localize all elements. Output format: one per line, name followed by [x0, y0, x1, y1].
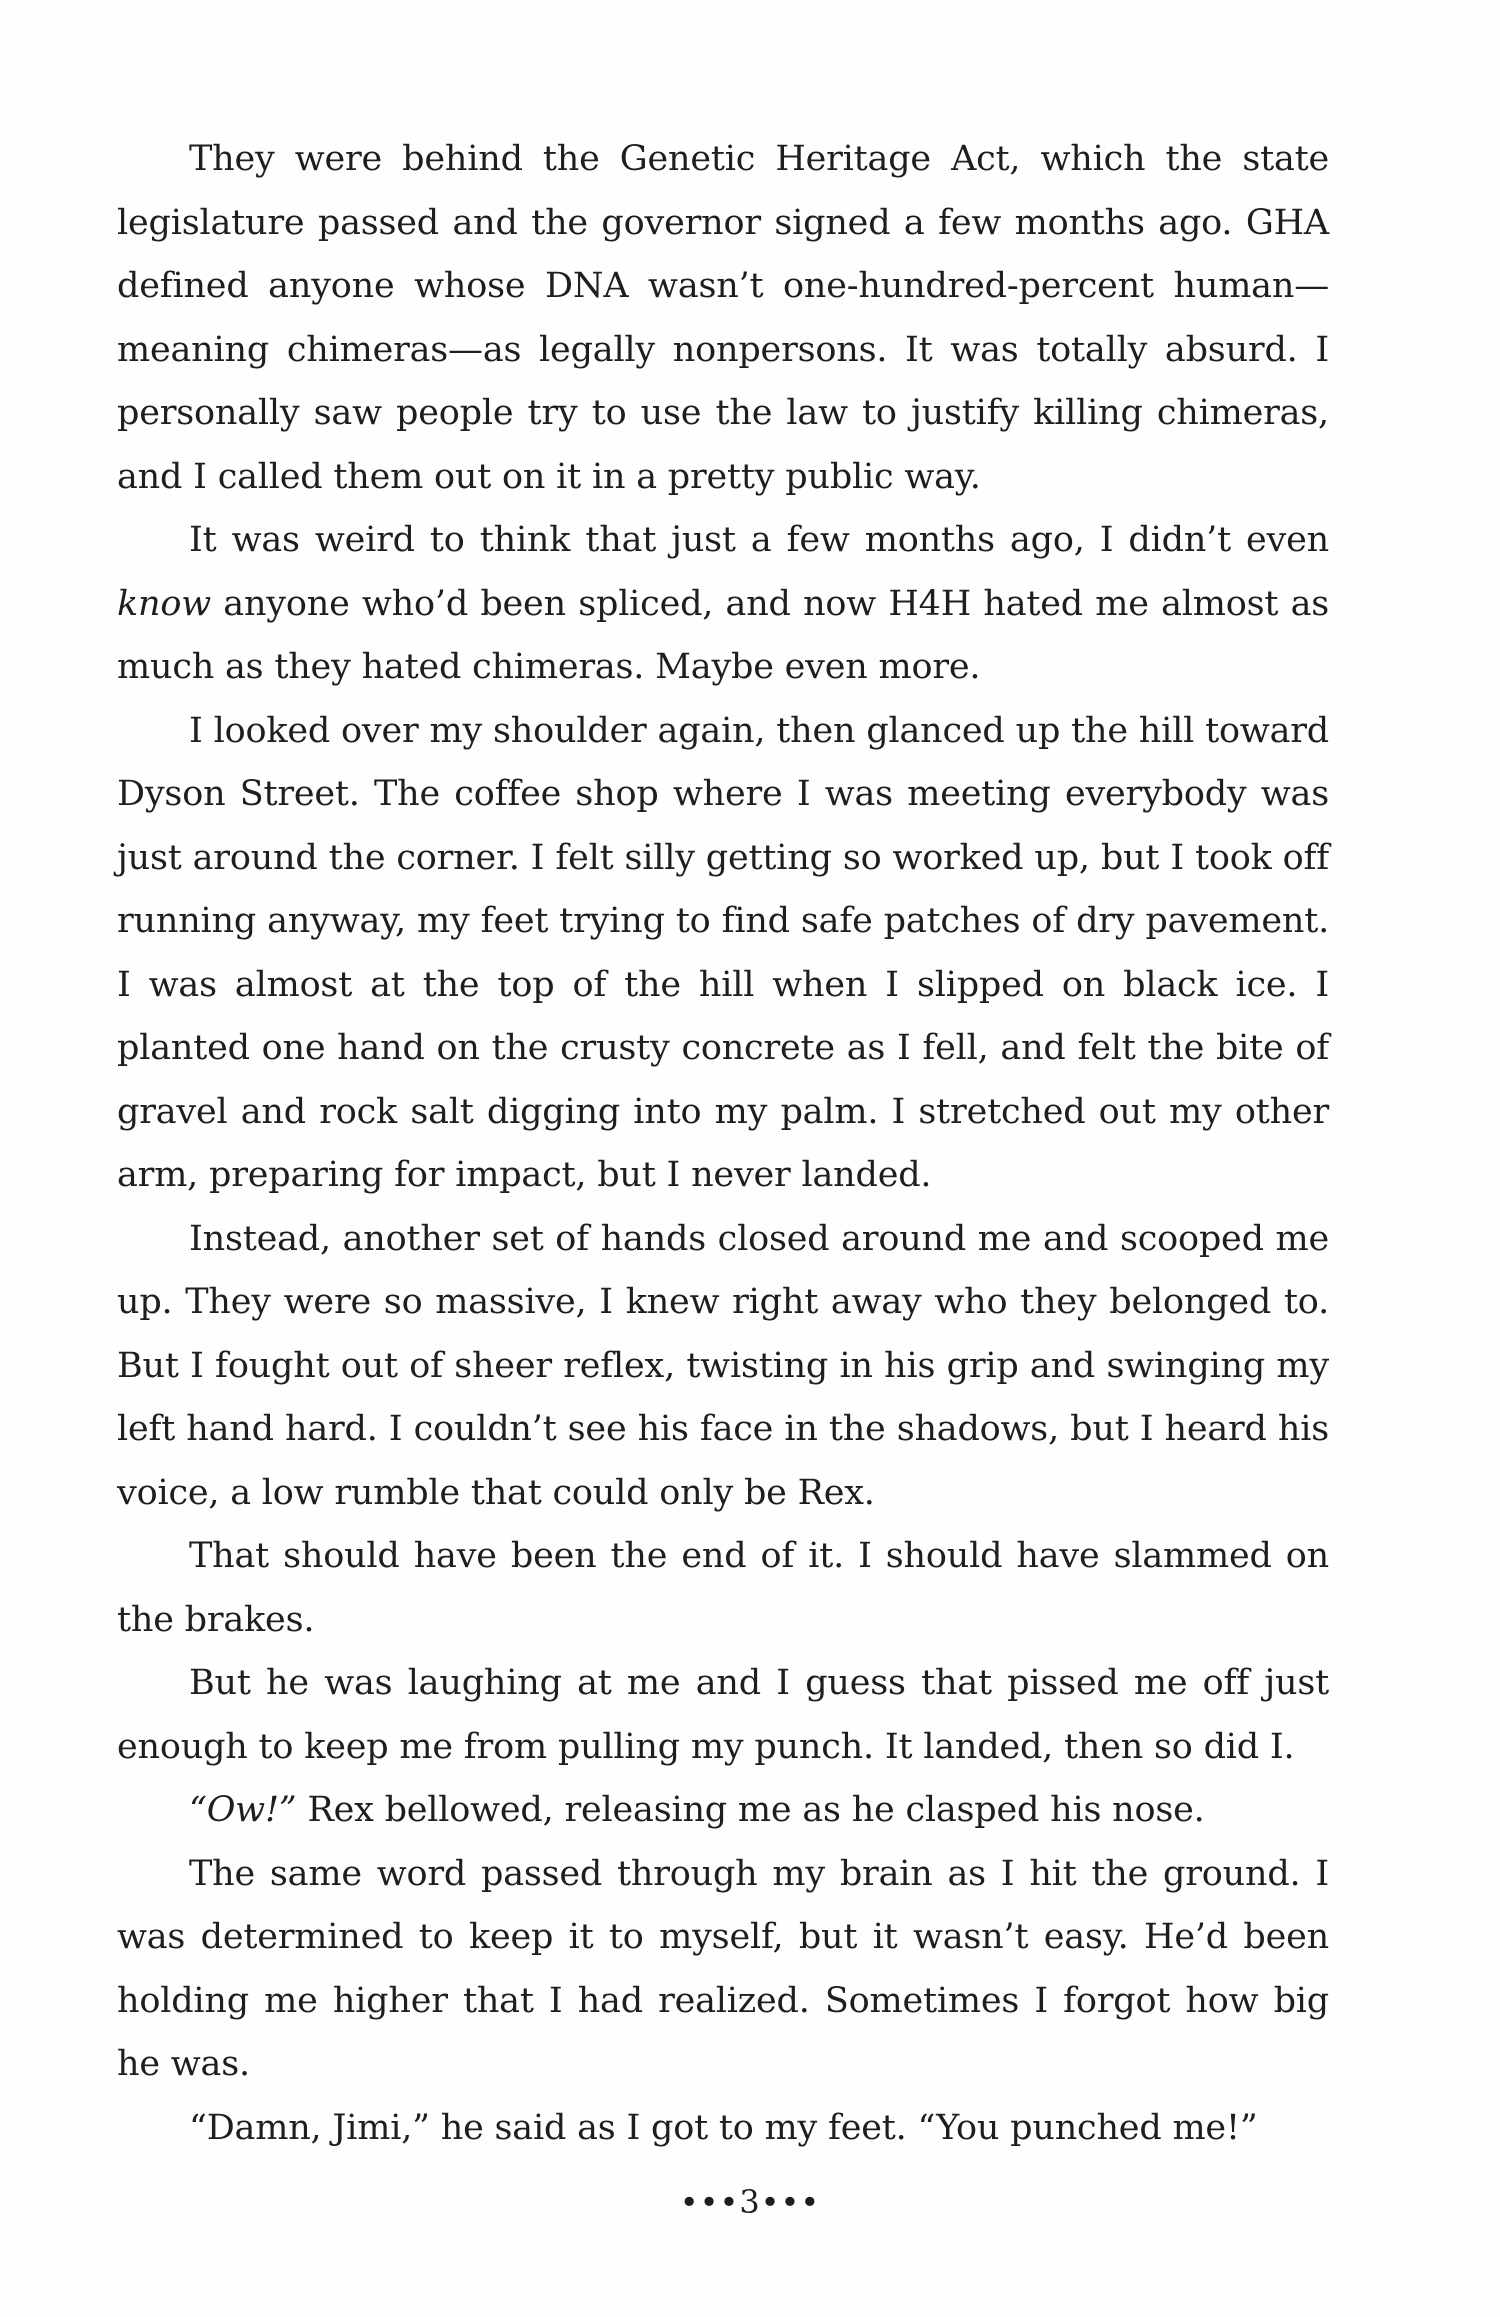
text-run: anyone who’d been spliced, and now H4H hated me almost as much as they hated chimeras. Maybe even more. — [117, 583, 1329, 687]
text-run: It was weird to think that just a few months ago, I didn’t even — [189, 520, 1329, 560]
paragraph-2 — [117, 509, 1329, 700]
paragraph-5 — [117, 1525, 1329, 1652]
text-run: Instead, another set of hands closed around me and scooped me up. They were so massive, I knew right away who they belonged to. But I fought out of sheer reflex, twisting in his grip and swinging my left hand hard. I couldn’t see his face in the shadows, but I heard his voice, a low rumble that could only be Rex. — [117, 1218, 1329, 1513]
body-text — [117, 128, 1329, 2160]
text-run: “Damn, Jimi,” he said as I got to my feet. “You punched me!” — [189, 2107, 1258, 2148]
paragraph-8 — [117, 1843, 1329, 2097]
paragraph-1 — [117, 128, 1329, 509]
page-number: •••3••• — [679, 2183, 821, 2221]
text-run: That should have been the end of it. I should have slammed on the brakes. — [117, 1536, 1329, 1640]
italic-text-run: “Ow!” — [189, 1790, 297, 1830]
text-run: I looked over my shoulder again, then glanced up the hill toward Dyson Street. The coffee shop where I was meeting everybody was just around the corner. I felt silly getting so worked up, but I took off running anyway, my feet trying to find safe patches of dry pavement. I was almost at the top of the hill when I slipped on black ice. I planted one hand on the crusty concrete as I fell, and felt the bite of gravel and rock salt digging into my palm. I stretched out my other arm, preparing for impact, but I never landed. — [117, 710, 1329, 1195]
paragraph-9 — [117, 2097, 1329, 2161]
italic-text-run: know — [117, 583, 211, 624]
text-run: The same word passed through my brain as I hit the ground. I was determined to keep it to myself, but it wasn’t easy. He’d been holding me higher that I had realized. Sometimes I forgot how big he was. — [117, 1853, 1329, 2084]
text-run: Rex bellowed, releasing me as he clasped his nose. — [296, 1790, 1205, 1830]
paragraph-4 — [117, 1208, 1329, 1526]
text-run: They were behind the Genetic Heritage Act, which the state legislature passed and the governor signed a few months ago. GHA defined anyone whose DNA wasn’t one-hundred-percent human—meaning chimeras—as legally nonpersons. It was totally absurd. I personally saw people try to use the law to justify killing chimeras, and I called them out on it in a pretty public way. — [117, 139, 1329, 497]
paragraph-7 — [117, 1779, 1329, 1843]
paragraph-3 — [117, 700, 1329, 1208]
text-run: But he was laughing at me and I guess that pissed me off just enough to keep me from pulling my punch. It landed, then so did I. — [117, 1663, 1329, 1767]
paragraph-6 — [117, 1652, 1329, 1779]
